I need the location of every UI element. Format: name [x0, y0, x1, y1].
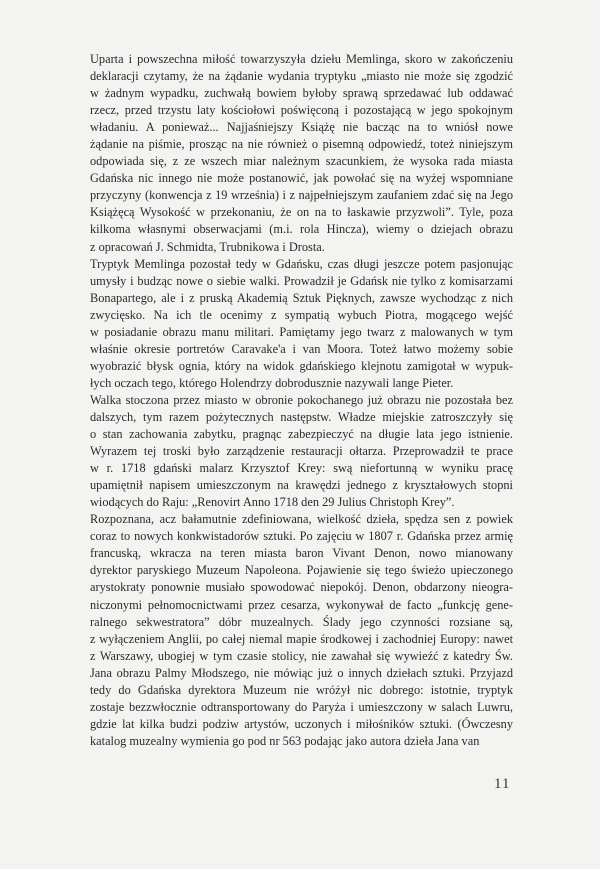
text-line: zostaje bezzwłocznie odtransportowany do Paryża i umieszczony w salach Luwru,: [90, 699, 513, 714]
text-line: z opracowań J. Schmidta, Trubnikowa i Drosta.: [90, 239, 325, 254]
text-line: w żadnym wypadku, zuchwałą bowiem byłoby sprawą sprzedawać lub oddawać: [90, 86, 513, 101]
text-line: Książęcą Wysokość w przekonaniu, że on na to łaskawie przyzwoli”. Tyle, poza: [90, 205, 513, 220]
text-line: umysły i budząc nowe o siebie walki. Prowadził je Gdańsk nie tylko z komisarzami: [90, 273, 513, 288]
text-line: niczonymi pełnomocnictwami przez cesarza, wykonywał de facto „funkcję gene-: [90, 597, 513, 612]
text-line: Rozpoznana, acz bałamutnie zdefiniowana, wielkość dzieła, spędza sen z powiek: [90, 512, 513, 527]
page-number: 11: [494, 776, 511, 792]
text-line: Wyrazem tej troski było zarządzenie restauracji ołtarza. Przeprowadził te prace: [90, 444, 513, 459]
text-line: arystokraty ponownie musiało spowodować niepokój. Denon, obdarzony nieogra-: [90, 580, 513, 595]
text-line: Bonapartego, ale i z pruską Akademią Sztuk Pięknych, zawsze wychodząc z nich: [90, 290, 513, 305]
text-line: ralnego sekwestratora” dóbr muzealnych. Ślady jego czynności rozsiane są,: [90, 614, 513, 629]
text-line: Walka stoczona przez miasto w obronie pokochanego już obrazu nie pozostała bez: [90, 392, 513, 407]
text-line: o stan zachowania zabytku, pragnąc zabezpieczyć na długie lata jego istnienie.: [90, 427, 513, 442]
text-line: Tryptyk Memlinga pozostał tedy w Gdańsku, czas długi jeszcze potem pasjonując: [90, 256, 513, 271]
text-line: dalszych, tym razem pożytecznych następstw. Władze miejskie zatroszczyły się: [90, 409, 513, 424]
text-line: francuską, wkracza na teren miasta baron Vivant Denon, nowo mianowany: [90, 546, 513, 561]
text-line: z Warszawy, ubogiej w tym czasie stolicy, nie zawahał się wywieźć z katedry Św.: [90, 648, 513, 663]
text-line: łych oczach tego, którego Holendrzy dobrodusznie nazywali lange Pieter.: [90, 375, 454, 390]
text-line: upamiętnił napisem umieszczonym na krawędzi jednego z kryształowych stopni: [90, 478, 513, 493]
text-line: Gdańska nic innego nie może postanowić, jak powołać się na wyżej wspomniane: [90, 171, 513, 186]
text-line: dyrektor paryskiego Muzeum Napoleona. Pojawienie się tego świeżo upieczonego: [90, 563, 513, 578]
text-line: w posiadanie obrazu manu militari. Pamiętamy jego twarz z malowanych w tym: [90, 324, 513, 339]
text-line: Jana obrazu Palmy Młodszego, nie mówiąc już o innych dziełach sztuki. Przyjazd: [90, 665, 513, 680]
text-line: coraz to nowych konkwistadorów sztuki. Po zajęciu w 1807 r. Gdańska przez armię: [90, 529, 513, 544]
text-line: właśnie okresie portretów Caravake'a i van Moora. Toteż łatwo możemy sobie: [90, 341, 513, 356]
text-line: rzecz, przed trzystu laty kościołowi poświęconą i pozostającą w jego spokojnym: [90, 103, 513, 118]
body-text: [90, 51, 513, 750]
text-line: kilkoma własnymi obserwacjami (m.i. rola Hincza), wiemy o dziejach obrazu: [90, 222, 513, 237]
text-line: wiodących do Raju: „Renovirt Anno 1718 den 29 Julius Christoph Krey”.: [90, 495, 455, 510]
text-line: przyczyny (konwencja z 19 września) i z najpełniejszym zaufaniem zdać się na Jego: [90, 188, 513, 203]
text-line: tedy do Gdańska dyrektora Muzeum nie wróżył nic dobrego: istotnie, tryptyk: [90, 682, 513, 697]
text-line: katalog muzealny wymienia go pod nr 563 podając jako autora dzieła Jana van: [90, 733, 480, 748]
text-line: władaniu. A ponieważ... Najjaśniejszy Książę nie bacząc na to wniósł nowe: [90, 120, 513, 135]
text-line: z wyłączeniem Anglii, po całej niemal mapie środkowej i zachodniej Europy: nawet: [90, 631, 513, 646]
text-line: gdzie lat kilka budzi podziw artystów, uczonych i miłośników sztuki. (Ówczesny: [90, 716, 513, 731]
text-line: wyobrazić błysk ognia, który na widok gdańskiego klejnotu zamigotał w wypuk-: [90, 358, 513, 373]
text-line: deklaracji czytamy, że na żądanie wydania tryptyku „miasto nie może się zgodzić: [90, 69, 513, 84]
text-line: żądanie na piśmie, prosząc na nie również o pisemną odpowiedź, toteż niniejszym: [90, 137, 513, 152]
text-line: zwycięsko. Na ich tle ocenimy z sympatią wybuch Piotra, mogącego wejść: [90, 307, 513, 322]
text-line: Uparta i powszechna miłość towarzyszyła dziełu Memlinga, skoro w zakończeniu: [90, 52, 513, 66]
text-line: odpowiada się, z ze wszech miar należnym szacunkiem, że wysoka rada miasta: [90, 154, 513, 169]
text-line: w r. 1718 gdański malarz Krzysztof Krey: swą niefortunną w wyniku pracę: [90, 461, 513, 476]
